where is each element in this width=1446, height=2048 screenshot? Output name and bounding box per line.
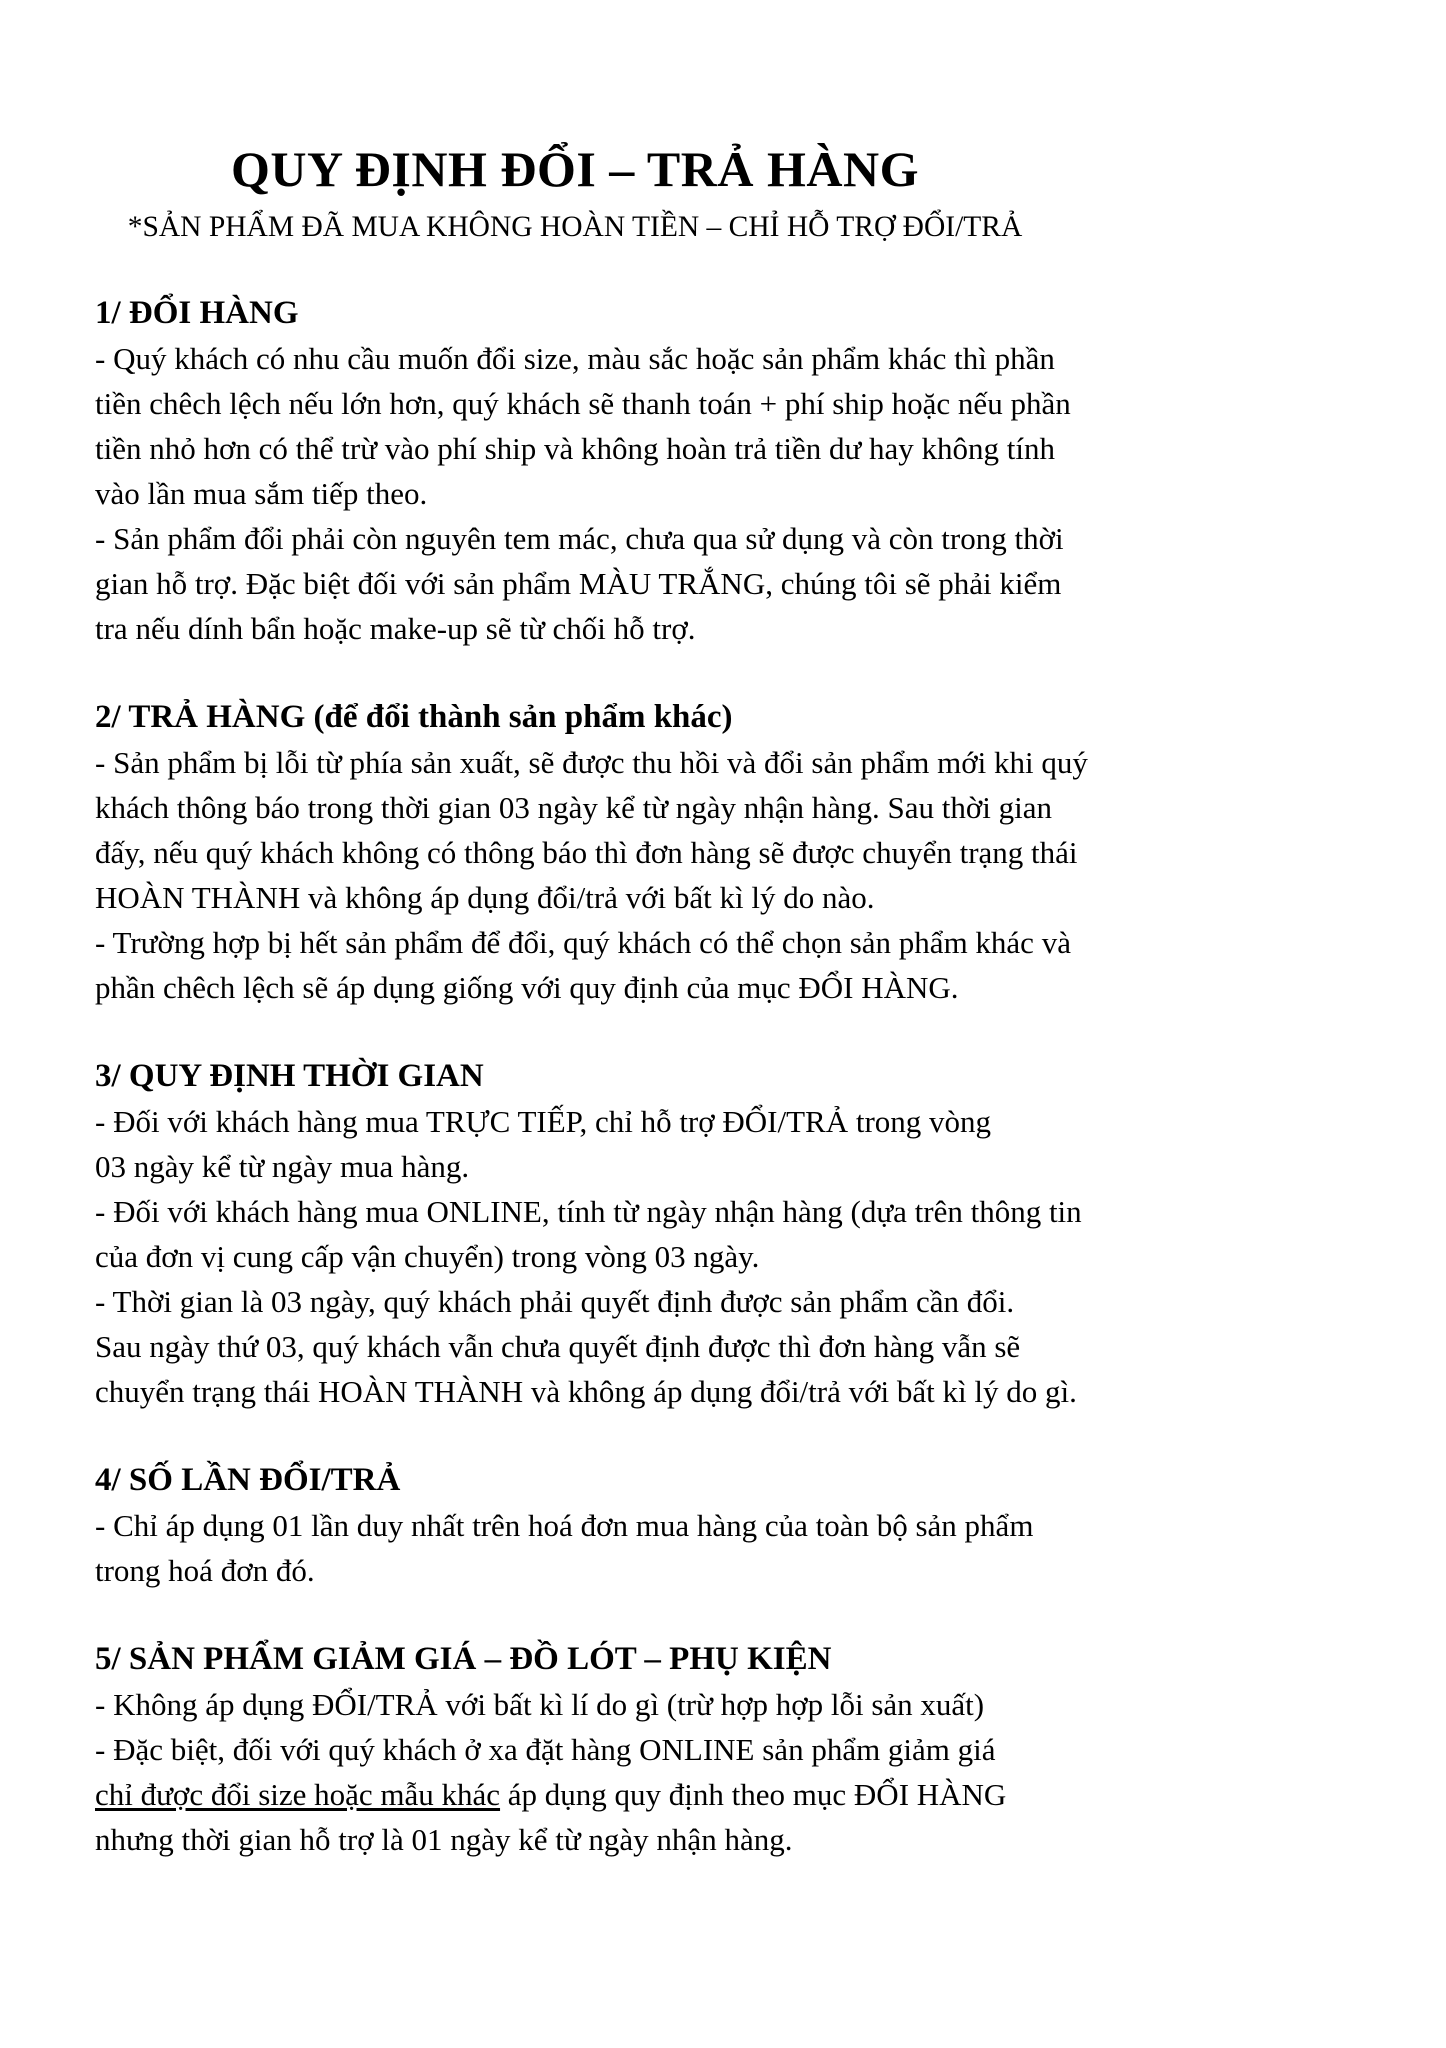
section-so-lan-doi-tra (95, 1458, 1366, 1593)
text-line: gian hỗ trợ. Đặc biệt đối với sản phẩm MÀU TRẮNG, chúng tôi sẽ phải kiểm (95, 566, 1062, 601)
section-doi-hang (95, 291, 1366, 651)
text-line: của đơn vị cung cấp vận chuyển) trong vòng 03 ngày. (95, 1239, 760, 1274)
text-line: HOÀN THÀNH và không áp dụng đổi/trả với bất kì lý do nào. (95, 880, 875, 915)
text-line: nhưng thời gian hỗ trợ là 01 ngày kể từ ngày nhận hàng. (95, 1822, 793, 1857)
text-line: - Chỉ áp dụng 01 lần duy nhất trên hoá đơn mua hàng của toàn bộ sản phẩm (95, 1508, 1034, 1543)
document-subtitle: *SẢN PHẨM ĐÃ MUA KHÔNG HOÀN TIỀN – CHỈ HỖ TRỢ ĐỔI/TRẢ (127, 211, 1023, 243)
text-line: tiền chêch lệch nếu lớn hơn, quý khách sẽ thanh toán + phí ship hoặc nếu phần (95, 386, 1071, 421)
text-line: 03 ngày kể từ ngày mua hàng. (95, 1149, 470, 1184)
text-line: chuyển trạng thái HOÀN THÀNH và không áp dụng đổi/trả với bất kì lý do gì. (95, 1374, 1077, 1409)
text-line: - Sản phẩm bị lỗi từ phía sản xuất, sẽ được thu hồi và đổi sản phẩm mới khi quý (95, 745, 1088, 780)
section-san-pham-giam-gia (95, 1637, 1366, 1862)
text-line: tiền nhỏ hơn có thể trừ vào phí ship và không hoàn trả tiền dư hay không tính (95, 431, 1056, 466)
text-line: trong hoá đơn đó. (95, 1553, 315, 1588)
section-3-heading: 3/ QUY ĐỊNH THỜI GIAN (95, 1058, 484, 1094)
text-line: đấy, nếu quý khách không có thông báo thì đơn hàng sẽ được chuyển trạng thái (95, 835, 1078, 870)
section-quy-dinh-thoi-gian (95, 1054, 1366, 1414)
text-line: - Sản phẩm đổi phải còn nguyên tem mác, chưa qua sử dụng và còn trong thời (95, 521, 1064, 556)
text-line: tra nếu dính bẩn hoặc make-up sẽ từ chối hỗ trợ. (95, 611, 696, 646)
text-line: phần chêch lệch sẽ áp dụng giống với quy định của mục ĐỔI HÀNG. (95, 970, 959, 1005)
section-5-heading: 5/ SẢN PHẨM GIẢM GIÁ – ĐỒ LÓT – PHỤ KIỆN (95, 1641, 832, 1677)
section-tra-hang (95, 695, 1366, 1010)
document-title: QUY ĐỊNH ĐỔI – TRẢ HÀNG (231, 141, 919, 197)
text-line-with-underline (95, 1772, 1366, 1817)
text-line: Sau ngày thứ 03, quý khách vẫn chưa quyết định được thì đơn hàng vẫn sẽ (95, 1329, 1021, 1364)
section-1-heading: 1/ ĐỔI HÀNG (95, 295, 299, 331)
section-4-heading: 4/ SỐ LẦN ĐỔI/TRẢ (95, 1462, 401, 1498)
text-line: - Không áp dụng ĐỔI/TRẢ với bất kì lí do gì (trừ hợp hợp lỗi sản xuất) (95, 1687, 985, 1722)
text-line: - Đối với khách hàng mua ONLINE, tính từ ngày nhận hàng (dựa trên thông tin (95, 1194, 1082, 1229)
section-2-heading: 2/ TRẢ HÀNG (để đổi thành sản phẩm khác) (95, 699, 733, 735)
text-after-underline: áp dụng quy định theo mục ĐỔI HÀNG (500, 1777, 1007, 1812)
text-line: - Trường hợp bị hết sản phẩm để đổi, quý khách có thể chọn sản phẩm khác và (95, 925, 1071, 960)
text-line: - Thời gian là 03 ngày, quý khách phải quyết định được sản phẩm cần đổi. (95, 1284, 1015, 1319)
underlined-text: chỉ được đổi size hoặc mẫu khác (95, 1777, 501, 1812)
title-block (95, 138, 1055, 249)
text-line: vào lần mua sắm tiếp theo. (95, 476, 428, 511)
text-line: khách thông báo trong thời gian 03 ngày kể từ ngày nhận hàng. Sau thời gian (95, 790, 1053, 825)
text-line: - Quý khách có nhu cầu muốn đổi size, màu sắc hoặc sản phẩm khác thì phần (95, 341, 1055, 376)
text-line: - Đối với khách hàng mua TRỰC TIẾP, chỉ hỗ trợ ĐỔI/TRẢ trong vòng (95, 1104, 992, 1139)
text-line: - Đặc biệt, đối với quý khách ở xa đặt hàng ONLINE sản phẩm giảm giá (95, 1732, 996, 1767)
